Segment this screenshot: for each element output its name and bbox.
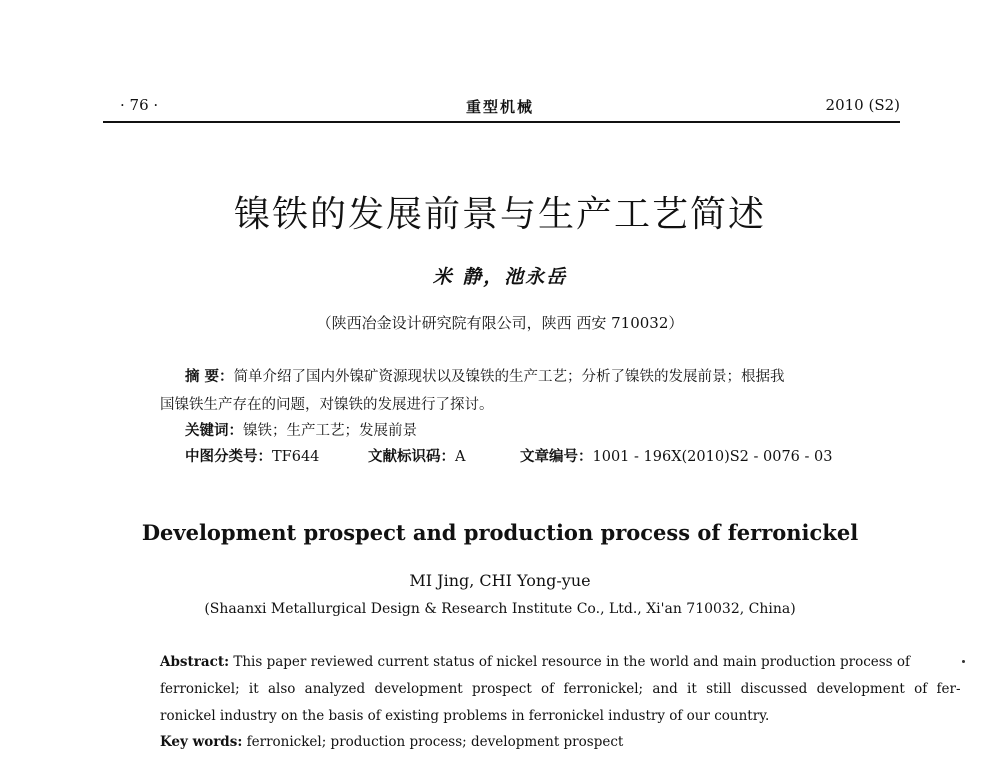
keywords-cn-label: 关键词：	[185, 422, 243, 439]
abstract-en	[160, 656, 910, 670]
journal-name: 重型机械	[465, 98, 534, 116]
abstract-en-text-2: ferronickel; it also analyzed development prospect of ferronickel; and it still discussed development of fer-	[160, 681, 961, 697]
affiliation-en: (Shaanxi Metallurgical Design & Research Institute Co., Ltd., Xi'an 710032, China)	[204, 601, 796, 617]
keywords-cn-value: 镍铁；生产工艺；发展前景	[243, 423, 417, 439]
document-code-value: A	[455, 449, 466, 465]
authors-en: MI Jing, CHI Yong-yue	[409, 571, 591, 590]
header-rule	[103, 121, 900, 123]
article-number-label: 文章编号：	[520, 448, 593, 465]
authors-cn: 米 静，池永岳	[432, 266, 568, 288]
document-code	[368, 450, 465, 465]
page-number: · 76 ·	[120, 96, 159, 114]
class-number-value: TF644	[272, 449, 320, 465]
abstract-cn	[185, 370, 785, 385]
abstract-cn-label: 摘 要：	[185, 368, 234, 385]
class-number-label: 中图分类号：	[185, 448, 272, 465]
class-number	[185, 450, 319, 465]
keywords-en	[160, 736, 623, 750]
abstract-cn-text-1: 简单介绍了国内外镍矿资源现状以及镍铁的生产工艺；分析了镍铁的发展前景；根据我	[233, 369, 785, 385]
scan-speck	[962, 660, 965, 663]
abstract-en-label: Abstract:	[160, 654, 230, 670]
keywords-en-value: ferronickel; production process; development prospect	[246, 734, 624, 750]
abstract-en-text-3: ronickel industry on the basis of existing problems in ferronickel industry of our country.	[160, 708, 770, 724]
keywords-en-label: Key words:	[160, 734, 243, 750]
article-number	[520, 450, 832, 465]
paper-title-en: Development prospect and production process of ferronickel	[141, 520, 859, 545]
document-code-label: 文献标识码：	[368, 448, 455, 465]
affiliation-cn: （陕西冶金设计研究院有限公司，陕西 西安 710032）	[316, 314, 684, 332]
abstract-en-text-1: This paper reviewed current status of nickel resource in the world and main production process of	[233, 654, 911, 670]
article-number-value: 1001 - 196X(2010)S2 - 0076 - 03	[592, 449, 833, 465]
paper-title-cn: 镍铁的发展前景与生产工艺简述	[233, 194, 766, 235]
keywords-cn	[185, 424, 417, 439]
issue-label: 2010 (S2)	[825, 96, 900, 114]
abstract-cn-text-2: 国镍铁生产存在的问题，对镍铁的发展进行了探讨。	[160, 397, 494, 413]
